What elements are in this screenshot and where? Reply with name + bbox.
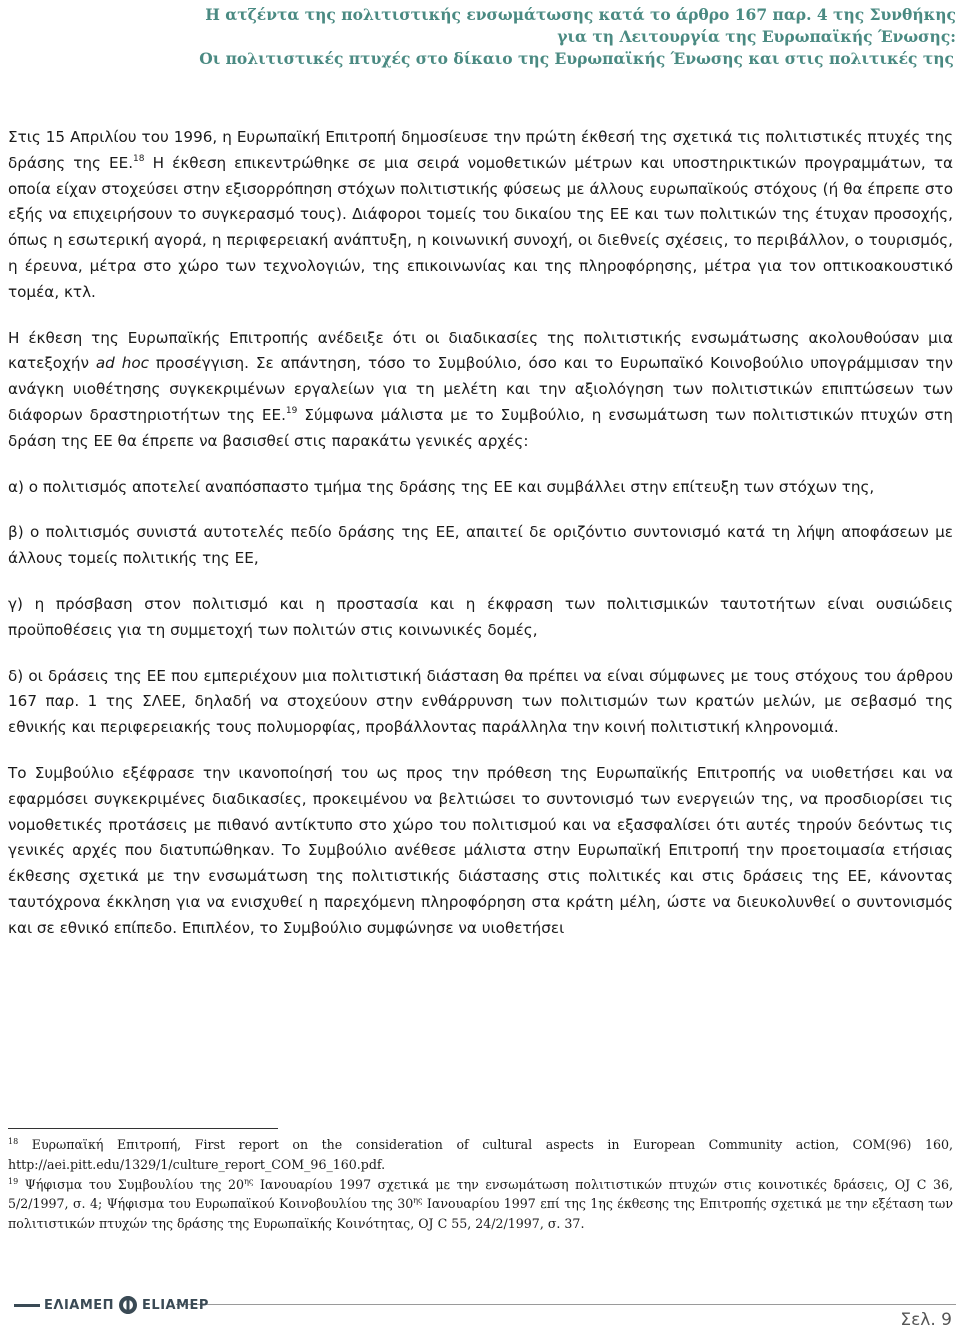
footer-rule — [176, 1304, 956, 1305]
footnote-ref-19[interactable]: 19 — [285, 405, 298, 416]
header-line-3: Οι πολιτιστικές πτυχές στο δίκαιο της Ευρωπαϊκής Ένωσης και στις πολιτικές της — [199, 49, 954, 68]
running-header — [0, 4, 960, 70]
paragraph-3: Το Συμβούλιο εξέφρασε την ικανοποίησή του ως προς την πρόθεση της Ευρωπαϊκής Επιτροπής να υιοθετήσει και να εφαρμόσει συγκεκριμένες διαδικασίες, προκειμένου να βελτιώσει το συντονισμό των ενεργειών της, να προσδιορίσει τις νομοθετικές προτάσεις με πιθανό αντίκτυπο στο χώρο του πολιτισμού και να εξασφαλίσει ότι αυτές τηρούν δεόντως τις γενικές αρχές που διατυπώθηκαν. Το Συμβούλιο ανέθεσε μάλιστα στην Ευρωπαϊκή Επιτροπή την προετοιμασία ετήσιας έκθεσης σχετικά με την ενσωμάτωση της πολιτιστικής διάστασης στις πολιτικές και στις δράσεις της ΕΕ, κάνοντας ταυτόχρονα έκκληση για να ενισχυθεί η παρεχόμενη πληροφόρηση στα κράτη μέλη, ώστε να διευκολυνθεί ο συντονισμός και σε εθνικό επίπεδο. Επιπλέον, το Συμβούλιο συμφώνησε να υιοθετήσει — [8, 763, 953, 937]
header-line-2: για τη Λειτουργία της Ευρωπαϊκής Ένωσης: — [557, 27, 956, 46]
logo-text-latin: ELIAMEP — [142, 1297, 209, 1313]
header-line-1: Η ατζέντα της πολιτιστικής ενσωμάτωσης κατά το άρθρο 167 παρ. 4 της Συνθήκης — [205, 5, 956, 24]
paragraph-1: Στις 15 Απριλίου του 1996, η Ευρωπαϊκή Επιτροπή δημοσίευσε την πρώτη έκθεσή της σχετικά τις πολιτιστικές πτυχές της δράσης της ΕΕ.$^{18}$ Η έκθεση επικεντρώθηκε σε μια σειρά νομοθετικών μέτρων και υποστηρικτικών προγραμμάτων, τα οποία είχαν στοχεύσει στην εξισορρόπηση στόχων πολιτιστικής φύσεως με άλλους ευρωπαϊκούς στόχους (ή θα έπρεπε στο εξής να επιχειρήσουν το συγκερασμό τους). Διάφοροι τομείς του δικαίου της ΕΕ και των πολιτικών της έτυχαν προσοχής, όπως η εσωτερική αγορά, η περιφερειακή ανάπτυξη, η κοινωνική συνοχή, οι διεθνείς σχέσεις, το περιβάλλον, ο τουρισμός, η έρευνα, μέτρα στο χώρο των τεχνολογιών, της επικοινωνίας και της πληροφόρησης, μέτρα για τον οπτικοακουστικό τομέα, κτλ. — [8, 128, 954, 301]
logo-dash — [14, 1304, 40, 1307]
eliamep-logo — [14, 1294, 209, 1316]
principle-d: δ) οι δράσεις της ΕΕ που εμπεριέχουν μια πολιτιστική διάσταση θα πρέπει να είναι σύμφωνες με τους στόχους του άρθρου 167 παρ. 1 της ΣΛΕΕ, δηλαδή να στοχεύουν στην ενθάρρυνση των πολιτισμών των κρατών μελών, με σεβασμό της εθνικής και περιφερειακής τους πολυμορφίας, προβάλλοντας παράλληλα την κοινή πολιτιστική κληρονομιά. — [8, 666, 953, 737]
logo-emblem-icon — [118, 1295, 138, 1315]
principle-c: γ) η πρόσβαση στον πολιτισμό και η προστασία και η έκφραση των πολιτισμικών ταυτοτήτων είναι ουσιώδεις προϋποθέσεις για τη συμμετοχή των πολιτών στις κοινωνικές δομές, — [8, 594, 953, 639]
footnotes — [8, 1135, 953, 1234]
principle-b: β) ο πολιτισμός συνιστά αυτοτελές πεδίο δράσης της ΕΕ, απαιτεί δε οριζόντιο συντονισμό κατά τη λήψη αποφάσεων με άλλους τομείς πολιτικής της ΕΕ, — [8, 523, 953, 568]
paragraph-2: Η έκθεση της Ευρωπαϊκής Επιτροπής ανέδειξε ότι οι διαδικασίες της πολιτιστικής ενσωμάτωσης ακολουθούσαν μια κατεξοχήν ad hoc προσέγγιση. Σε απάντηση, τόσο το Συμβούλιο, όσο και το Ευρωπαϊκό Κοινοβούλιο υπογράμμισαν την ανάγκη υιοθέτησης συγκεκριμένων εργαλείων για τη μελέτη και την αξιολόγηση των πολιτιστικών επιπτώσεων των διάφορων δραστηριοτήτων της ΕΕ.$^{19}$ Σύμφωνα μάλιστα με το Συμβούλιο, η ενσωμάτωση των πολιτιστικών πτυχών στη δράση της ΕΕ θα έπρεπε να βασισθεί στις παρακάτω γενικές αρχές: — [8, 328, 954, 450]
page-number: Σελ. 9 — [900, 1310, 952, 1330]
principle-a: α) ο πολιτισμός αποτελεί αναπόσπαστο τμήμα της δράσης της ΕΕ και συμβάλλει στην επίτευξη των στόχων της, — [8, 477, 875, 496]
main-text — [8, 125, 953, 962]
footnote-separator — [8, 1128, 278, 1129]
logo-text-greek: ΕΛΙΑΜΕΠ — [44, 1297, 115, 1313]
footnote-ref-18[interactable]: 18 — [133, 153, 145, 164]
footnote-18: $^{18}$ Ευρωπαϊκή Επιτροπή, First report on the consideration of cultural aspects in European Community action, COM(96) 160, http://aei.pitt.edu/1329/1/culture_report_COM_96_160.pdf. — [8, 1137, 953, 1172]
footnote-19: $^{19}$ Ψήφισμα του Συμβουλίου της $20^{\eta\varsigma}$ Ιανουαρίου 1997 σχετικά με την ενσωμάτωση πολιτιστικών πτυχών στις κοινοτικές δράσεις, OJ C 36, 5/2/1997, σ. 4; Ψήφισμα του Ευρωπαϊκού Κοινοβουλίου της $30^{\eta\varsigma}$ Ιανουαρίου 1997 επί της 1ης έκθεσης της Επιτροπής σχετικά με την εξέταση των πολιτιστικών πτυχών της δράσης της Ευρωπαϊκής Κοινότητας, OJ C 55, 24/2/1997, σ. 37. — [8, 1176, 953, 1232]
